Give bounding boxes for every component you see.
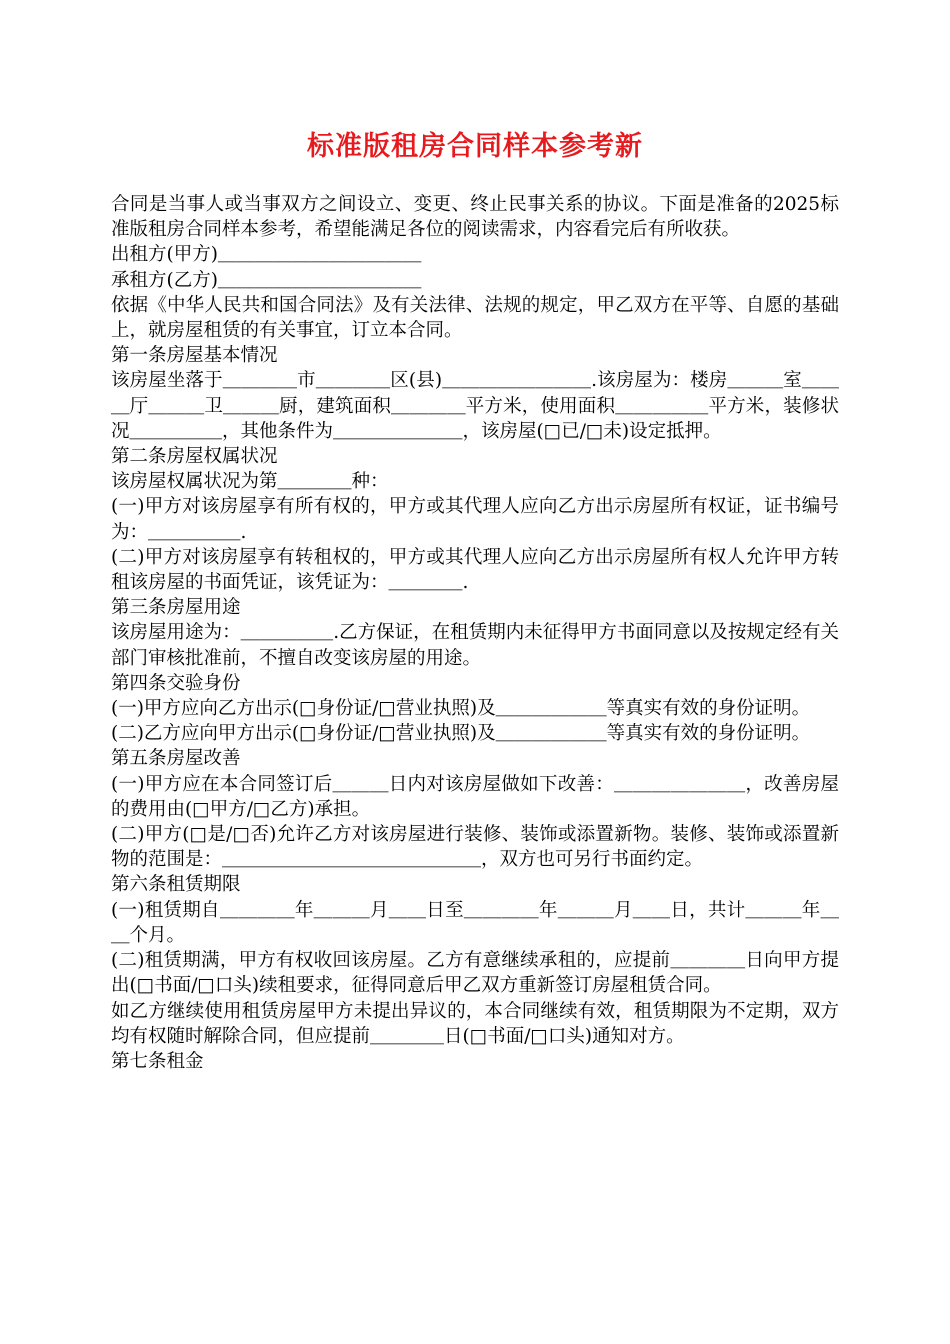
article-1-heading: 第一条房屋基本情况 [111, 345, 278, 367]
article-3-paragraph: 该房屋用途为：＿＿＿＿＿.乙方保证，在租赁期内未征得甲方书面同意以及按规定经有关部门审核批准前，不擅自改变该房屋的用途。 [111, 622, 839, 669]
article-6-paragraph: 如乙方继续使用租赁房屋甲方未提出异议的，本合同继续有效，租赁期限为不定期，双方均有权随时解除合同，但应提前＿＿＿＿日(□书面/□口头)通知对方。 [111, 1000, 839, 1047]
article-5-clause-2: (二)甲方(□是/□否)允许乙方对该房屋进行装修、装饰或添置新物。装修、装饰或添置新物的范围是：＿＿＿＿＿＿＿＿＿＿＿＿＿＿，双方也可另行书面约定。 [111, 824, 839, 871]
article-4-heading: 第四条交验身份 [111, 672, 241, 694]
intro-paragraph: 合同是当事人或当事双方之间设立、变更、终止民事关系的协议。下面是准备的2025标准版租房合同样本参考，希望能满足各位的阅读需求，内容看完后有所收获。 [111, 194, 839, 241]
article-5-clause-1: (一)甲方应在本合同签订后＿＿＿日内对该房屋做如下改善：＿＿＿＿＿＿＿，改善房屋的费用由(□甲方/□乙方)承担。 [111, 773, 839, 820]
article-2-paragraph: 该房屋权属状况为第＿＿＿＿种： [111, 471, 389, 493]
article-4-clause-2: (二)乙方应向甲方出示(□身份证/□营业执照)及＿＿＿＿＿＿等真实有效的身份证明。 [111, 723, 811, 745]
article-2-clause-1: (一)甲方对该房屋享有所有权的，甲方或其代理人应向乙方出示房屋所有权证，证书编号为：＿＿＿＿＿. [111, 496, 839, 543]
article-6-clause-1: (一)租赁期自＿＿＿＿年＿＿＿月＿＿日至＿＿＿＿年＿＿＿月＿＿日，共计＿＿＿年＿＿个月。 [111, 899, 839, 946]
article-5-heading: 第五条房屋改善 [111, 748, 241, 770]
article-6-clause-2: (二)租赁期满，甲方有权收回该房屋。乙方有意继续承租的，应提前＿＿＿＿日向甲方提出(□书面/□口头)续租要求，征得同意后甲乙双方重新签订房屋租赁合同。 [111, 950, 839, 997]
legal-basis-paragraph: 依据《中华人民共和国合同法》及有关法律、法规的规定，甲乙双方在平等、自愿的基础上，就房屋租赁的有关事宜，订立本合同。 [111, 294, 839, 342]
article-2-clause-2: (二)甲方对该房屋享有转租权的，甲方或其代理人应向乙方出示房屋所有权人允许甲方转租该房屋的书面凭证，该凭证为：＿＿＿＿. [111, 546, 839, 594]
article-2-heading: 第二条房屋权属状况 [111, 446, 278, 468]
article-1-paragraph: 该房屋坐落于＿＿＿＿市＿＿＿＿区(县)＿＿＿＿＿＿＿＿.该房屋为：楼房＿＿＿室＿＿＿厅＿＿＿卫＿＿＿厨，建筑面积＿＿＿＿平方米，使用面积＿＿＿＿＿平方米，装修状况＿＿＿＿＿，其他条件为＿＿＿＿＿＿＿，该房屋(□已/□未)设定抵押。 [111, 370, 839, 442]
article-7-heading: 第七条租金 [111, 1050, 204, 1072]
lessee-line: 承租方(乙方)＿＿＿＿＿＿＿＿＿＿＿ [111, 269, 422, 291]
document-title: 标准版租房合同样本参考新 [307, 131, 643, 162]
document-body [111, 192, 839, 1074]
lessor-line: 出租方(甲方)＿＿＿＿＿＿＿＿＿＿＿ [111, 244, 422, 266]
article-6-heading: 第六条租赁期限 [111, 874, 241, 896]
article-4-clause-1: (一)甲方应向乙方出示(□身份证/□营业执照)及＿＿＿＿＿＿等真实有效的身份证明。 [111, 698, 811, 720]
article-3-heading: 第三条房屋用途 [111, 597, 241, 619]
